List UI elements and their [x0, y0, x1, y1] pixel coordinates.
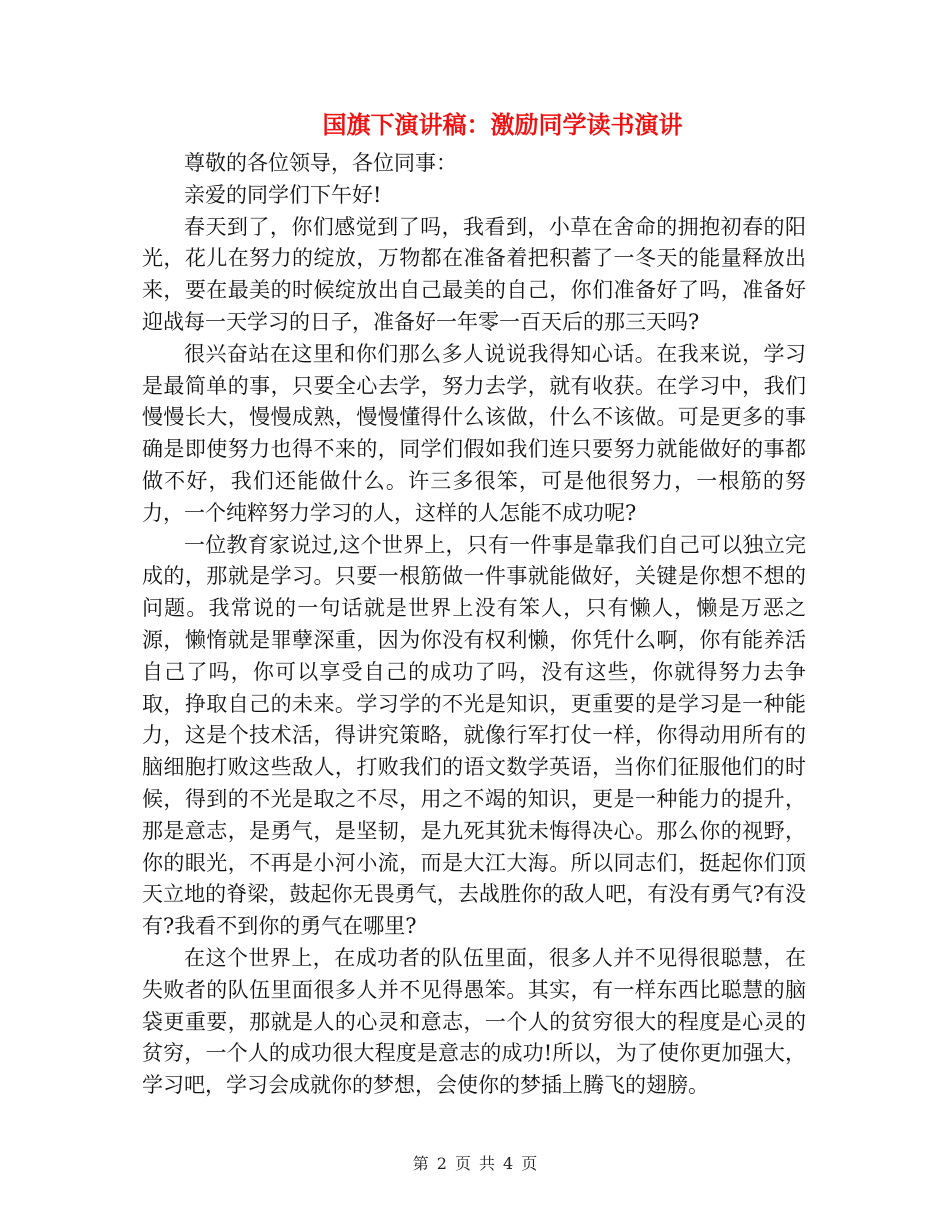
footer-prefix: 第 — [412, 1154, 429, 1173]
salutation-leaders: 尊敬的各位领导，各位同事： — [184, 151, 457, 175]
page-footer — [0, 1153, 950, 1175]
document-title: 国旗下演讲稿：激励同学读书演讲 — [322, 111, 683, 139]
total-pages-number: 4 — [503, 1154, 514, 1173]
footer-total-word: 共 — [479, 1154, 496, 1173]
paragraph: 一位教育家说过,这个世界上，只有一件事是靠我们自己可以独立完成的，那就是学习。只要一根筋做一件事就能做好，关键是你想不想的问题。我常说的一句话就是世界上没有笨人，只有懒人，懒是万恶之源，懒惰就是罪孽深重，因为你没有权利懒，你凭什么啊，你有能养活自己了吗，你可以享受自己的成功了吗，没有这些，你就得努力去争取，挣取自己的未来。学习学的不光是知识，更重要的是学习是一种能力，这是个技术活，得讲究策略，就像行军打仗一样，你得动用所有的脑细胞打败这些敌人，打败我们的语文数学英语，当你们征服他们的时候，得到的不光是取之不尽，用之不竭的知识，更是一种能力的提升，那是意志，是勇气，是坚韧，是九死其犹未悔得决心。那么你的视野，你的眼光，不再是小河小流，而是大江大海。所以同志们，挺起你们顶天立地的脊梁，鼓起你无畏勇气，去战胜你的敌人吧，有没有勇气?有没有?我看不到你的勇气在哪里? — [142, 532, 806, 939]
salutation-students: 亲爱的同学们下午好! — [184, 182, 382, 207]
paragraph: 很兴奋站在这里和你们那么多人说说我得知心话。在我来说，学习是最简单的事，只要全心去学，努力去学，就有收获。在学习中，我们慢慢长大，慢慢成熟，慢慢懂得什么该做，什么不该做。可是更多的事确是即使努力也得不来的，同学们假如我们连只要努力就能做好的事都做不好，我们还能做什么。许三多很笨，可是他很努力，一根筋的努力，一个纯粹努力学习的人，这样的人怎能不成功呢? — [142, 341, 806, 525]
current-page-number: 2 — [436, 1154, 447, 1173]
paragraph: 春天到了，你们感觉到了吗，我看到，小草在舍命的拥抱初春的阳光，花儿在努力的绽放，万物都在准备着把积蓄了一冬天的能量释放出来，要在最美的时候绽放出自己最美的自己，你们准备好了吗，准备好迎战每一天学习的日子，准备好一年零一百天后的那三天吗? — [142, 214, 806, 334]
footer-suffix: 页 — [521, 1154, 538, 1173]
paragraph: 在这个世界上，在成功者的队伍里面，很多人并不见得很聪慧，在失败者的队伍里面很多人并不见得愚笨。其实，有一样东西比聪慧的脑袋更重要，那就是人的心灵和意志，一个人的贫穷很大的程度是心灵的贫穷，一个人的成功很大程度是意志的成功!所以，为了使你更加强大，学习吧，学习会成就你的梦想，会使你的梦插上腾飞的翅膀。 — [142, 945, 806, 1098]
document-body — [142, 148, 806, 1102]
footer-page-word: 页 — [454, 1154, 471, 1173]
